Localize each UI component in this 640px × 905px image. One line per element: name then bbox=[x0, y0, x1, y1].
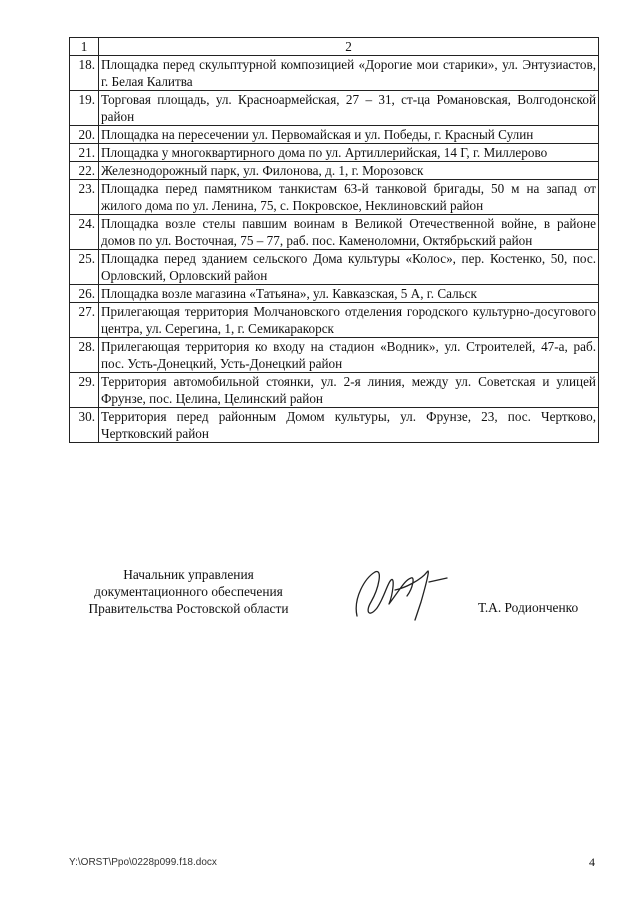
row-number: 21. bbox=[70, 144, 99, 162]
row-location-text: Площадка возле стелы павшим воинам в Великой Отечественной войне, в районе домов по ул. Восточная, 75 – 77, раб. пос. Каменоломни, Октябрьский район bbox=[99, 215, 599, 250]
table-row bbox=[70, 303, 599, 338]
row-location-text: Площадка у многоквартирного дома по ул. Артиллерийская, 14 Г, г. Миллерово bbox=[99, 144, 599, 162]
footer-file-path: Y:\ORST\Ppo\0228p099.f18.docx bbox=[69, 857, 217, 868]
row-number: 25. bbox=[70, 250, 99, 285]
signatory-title-line1: Начальник управления bbox=[123, 567, 254, 582]
table-row bbox=[70, 250, 599, 285]
locations-table bbox=[69, 37, 599, 443]
table-row bbox=[70, 373, 599, 408]
table-row bbox=[70, 285, 599, 303]
table-row bbox=[70, 408, 599, 443]
row-location-text: Площадка возле магазина «Татьяна», ул. Кавказская, 5 А, г. Сальск bbox=[99, 285, 599, 303]
table-row bbox=[70, 91, 599, 126]
row-location-text: Торговая площадь, ул. Красноармейская, 27 – 31, ст-ца Романовская, Волгодонской район bbox=[99, 91, 599, 126]
row-location-text: Площадка перед скульптурной композицией «Дорогие мои старики», ул. Энтузиастов, г. Белая Калитва bbox=[99, 56, 599, 91]
row-location-text: Прилегающая территория ко входу на стадион «Водник», ул. Строителей, 47-а, раб. пос. Усть-Донецкий, Усть-Донецкий район bbox=[99, 338, 599, 373]
table-row bbox=[70, 126, 599, 144]
signatory-title-line3: Правительства Ростовской области bbox=[88, 601, 289, 616]
row-location-text: Железнодорожный парк, ул. Филонова, д. 1, г. Морозовск bbox=[99, 162, 599, 180]
row-number: 18. bbox=[70, 56, 99, 91]
row-number: 19. bbox=[70, 91, 99, 126]
row-number: 26. bbox=[70, 285, 99, 303]
row-location-text: Территория автомобильной стоянки, ул. 2-я линия, между ул. Советская и улицей Фрунзе, пос. Целина, Целинский район bbox=[99, 373, 599, 408]
row-location-text: Прилегающая территория Молчановского отделения городского культурно-досугового центра, ул. Серегина, 1, г. Семикаракорск bbox=[99, 303, 599, 338]
row-number: 29. bbox=[70, 373, 99, 408]
row-location-text: Территория перед районным Домом культуры, ул. Фрунзе, 23, пос. Чертково, Чертковский район bbox=[99, 408, 599, 443]
row-location-text: Площадка перед зданием сельского Дома культуры «Колос», пер. Костенко, 50, пос. Орловский, Орловский район bbox=[99, 250, 599, 285]
row-location-text: Площадка перед памятником танкистам 63-й танковой бригады, 50 м на запад от жилого дома по ул. Ленина, 75, с. Покровское, Неклиновский район bbox=[99, 180, 599, 215]
header-col-2: 2 bbox=[99, 38, 599, 56]
row-number: 27. bbox=[70, 303, 99, 338]
row-number: 22. bbox=[70, 162, 99, 180]
row-number: 24. bbox=[70, 215, 99, 250]
page-number: 4 bbox=[589, 855, 595, 869]
signatory-title bbox=[66, 566, 311, 617]
table-body bbox=[70, 38, 599, 443]
table-row bbox=[70, 338, 599, 373]
row-number: 20. bbox=[70, 126, 99, 144]
header-col-1: 1 bbox=[70, 38, 99, 56]
row-number: 23. bbox=[70, 180, 99, 215]
table-header-row bbox=[70, 38, 599, 56]
signatory-name: Т.А. Родионченко bbox=[478, 600, 579, 615]
table-row bbox=[70, 215, 599, 250]
row-number: 30. bbox=[70, 408, 99, 443]
row-number: 28. bbox=[70, 338, 99, 373]
table-row bbox=[70, 162, 599, 180]
table-row bbox=[70, 180, 599, 215]
signatory-title-line2: документационного обеспечения bbox=[94, 584, 283, 599]
row-location-text: Площадка на пересечении ул. Первомайская и ул. Победы, г. Красный Сулин bbox=[99, 126, 599, 144]
table-row bbox=[70, 144, 599, 162]
handwritten-signature bbox=[335, 558, 455, 628]
table-row bbox=[70, 56, 599, 91]
